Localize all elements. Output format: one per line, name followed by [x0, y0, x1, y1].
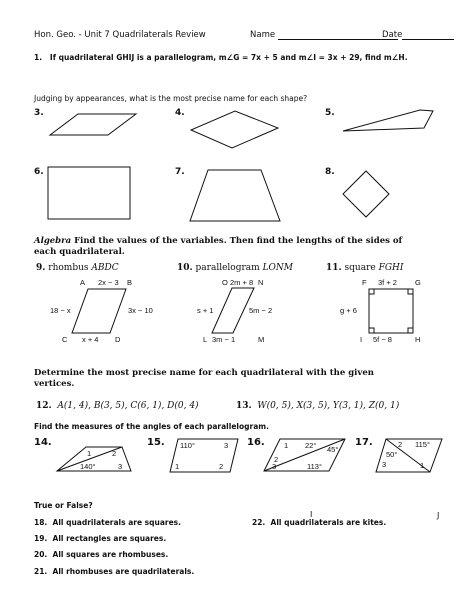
side-label: 3x − 10	[128, 306, 153, 315]
problem-13-points: W(0, 5), X(3, 5), Y(3, 1), Z(0, 1)	[257, 401, 400, 411]
problem-number: 4.	[175, 108, 185, 118]
date-label: Date	[382, 30, 403, 40]
algebra-lead: Algebra	[34, 236, 72, 246]
side-label: 3f + 2	[378, 278, 397, 287]
angle-label: 115°	[415, 440, 430, 449]
vertex-label: A	[80, 278, 86, 287]
problem-12-points: A(1, 4), B(3, 5), C(6, 1), D(0, 4)	[57, 401, 199, 411]
vertex-label: D	[115, 335, 121, 344]
problem-number: 11.	[326, 263, 342, 273]
problem-9-figure-name: ABDC	[91, 263, 119, 273]
item-number: 19.	[34, 534, 48, 543]
algebra-text-1: Find the values of the variables. Then find the lengths of the sides of	[74, 236, 403, 246]
true-false-item	[34, 550, 168, 559]
vertex-label: M	[258, 335, 265, 344]
angle-label: 2	[112, 449, 117, 458]
item-number: 21.	[34, 567, 48, 576]
side-label: 2m + 8	[230, 278, 254, 287]
problem-number: 6.	[34, 167, 44, 177]
angle-label: 50°	[386, 450, 398, 459]
vertex-label: F	[362, 278, 367, 287]
problem-number: 10.	[177, 263, 193, 273]
item-number: 22.	[252, 518, 266, 527]
problem-9-label: rhombus	[48, 263, 89, 273]
side-label: 2x − 3	[98, 278, 119, 287]
problem-number: 14.	[34, 437, 52, 448]
angle-label: 2	[274, 455, 279, 464]
problem-number: 15.	[147, 437, 165, 448]
angles-instruction: Find the measures of the angles of each parallelogram.	[34, 422, 269, 431]
item-text: All quadrilaterals are kites.	[270, 518, 387, 527]
problem-number: 16.	[247, 437, 265, 448]
angle-label: 140°	[80, 462, 96, 471]
problem-number: 12.	[36, 401, 52, 411]
vertex-label: N	[258, 278, 264, 287]
side-label: 5f − 8	[373, 335, 392, 344]
stray-mark: J	[437, 511, 440, 520]
vertex-label: L	[203, 335, 208, 344]
vertex-label: G	[415, 278, 421, 287]
question-1-text: If quadrilateral GHIJ is a parallelogram, m∠G = 7x + 5 and m∠I = 3x + 29, find m∠H.	[49, 53, 408, 62]
angle-label: 1	[284, 441, 289, 450]
angle-label: 3	[272, 462, 277, 471]
true-false-title: True or False?	[34, 501, 93, 510]
angle-label: 3	[224, 441, 229, 450]
angle-label: 1	[175, 462, 180, 471]
vertex-label: B	[127, 278, 133, 287]
vertex-label: O	[222, 278, 228, 287]
algebra-text-2: each quadrilateral.	[34, 247, 125, 257]
true-false-item	[34, 567, 194, 576]
true-false-item	[252, 518, 386, 527]
problem-number: 17.	[355, 437, 373, 448]
problem-10-label: parallelogram	[195, 263, 260, 273]
item-text: All squares are rhombuses.	[52, 550, 169, 559]
angle-label: 2	[219, 462, 224, 471]
problem-number: 3.	[34, 108, 44, 118]
item-number: 20.	[34, 550, 48, 559]
true-false-item	[34, 534, 166, 543]
angle-label: 1	[420, 461, 425, 470]
true-false-item	[34, 518, 181, 527]
question-1-number: 1.	[34, 53, 43, 62]
item-text: All rectangles are squares.	[52, 534, 167, 543]
angle-label: 3	[382, 460, 387, 469]
name-label: Name	[250, 30, 276, 40]
coords-instruction-1: Determine the most precise name for each quadrilateral with the given	[34, 368, 374, 378]
stray-mark: I	[310, 510, 313, 519]
problem-11-label: square	[344, 263, 376, 273]
problem-number: 7.	[175, 167, 185, 177]
angle-label: 1	[87, 449, 92, 458]
angle-label: 113°	[307, 462, 322, 471]
judging-instruction: Judging by appearances, what is the most precise name for each shape?	[34, 94, 308, 103]
coords-instruction-2: vertices.	[34, 379, 75, 389]
problem-11-figure-name: FGHI	[378, 263, 404, 273]
vertex-label: C	[62, 335, 68, 344]
vertex-label: H	[415, 335, 421, 344]
side-label: g + 6	[340, 306, 357, 315]
course-title: Hon. Geo. - Unit 7 Quadrilaterals Review	[34, 30, 206, 40]
angle-label: 22°	[305, 441, 317, 450]
problem-number: 5.	[325, 108, 335, 118]
side-label: 18 − x	[50, 306, 71, 315]
side-label: 3m − 1	[212, 335, 236, 344]
problem-number: 9.	[36, 263, 46, 273]
angle-label: 2	[398, 440, 403, 449]
vertex-label: I	[360, 335, 363, 344]
problem-number: 8.	[325, 167, 335, 177]
problem-10-figure-name: LONM	[262, 263, 294, 273]
problem-number: 13.	[236, 401, 252, 411]
item-text: All rhombuses are quadrilaterals.	[52, 567, 195, 576]
angle-label: 45°	[327, 445, 339, 454]
angle-label: 3	[118, 462, 123, 471]
item-text: All quadrilaterals are squares.	[52, 518, 181, 527]
angle-label: 110°	[180, 441, 195, 450]
side-label: 5m − 2	[249, 306, 273, 315]
side-label: s + 1	[197, 306, 214, 315]
item-number: 18.	[34, 518, 48, 527]
side-label: x + 4	[82, 335, 99, 344]
